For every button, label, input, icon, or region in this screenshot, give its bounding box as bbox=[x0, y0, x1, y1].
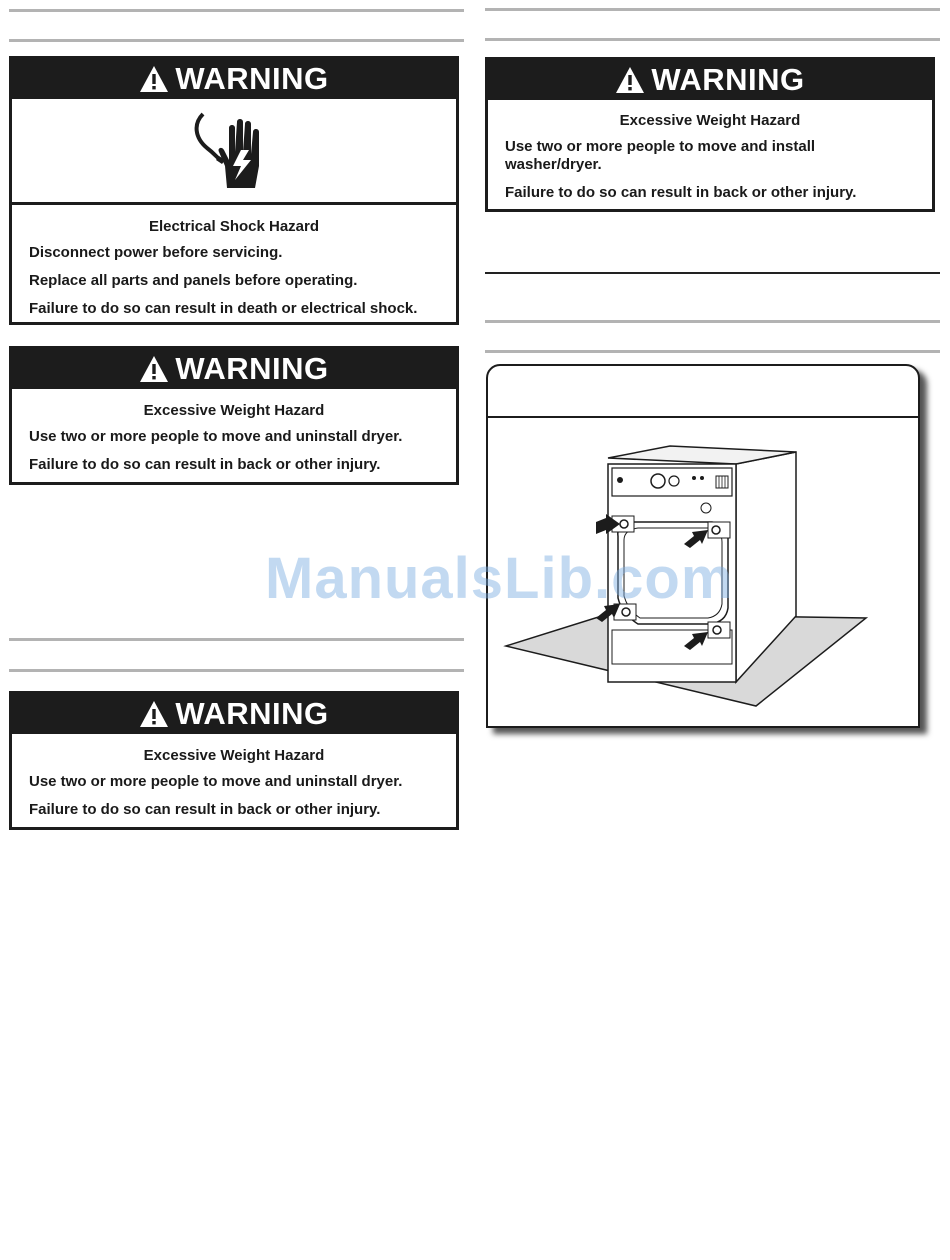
warning-box-excessive-weight bbox=[9, 346, 459, 485]
warning-line: Failure to do so can result in back or other injury. bbox=[29, 801, 381, 818]
warning-line: Failure to do so can result in back or other injury. bbox=[505, 184, 857, 201]
warning-line: Failure to do so can result in death or electrical shock. bbox=[29, 300, 418, 317]
watermark: ManualsLib.com bbox=[265, 546, 734, 611]
hazard-title: Electrical Shock Hazard bbox=[148, 218, 320, 235]
warning-heading: WARNING bbox=[175, 61, 329, 96]
warning-box-excessive-weight-install bbox=[485, 57, 935, 212]
section-rule bbox=[9, 638, 464, 641]
section-rule bbox=[9, 39, 464, 42]
warning-box-excessive-weight bbox=[9, 691, 459, 830]
warning-heading: WARNING bbox=[651, 62, 805, 97]
section-rule bbox=[485, 320, 940, 323]
hazard-title: Excessive Weight Hazard bbox=[619, 112, 801, 129]
warning-line: Disconnect power before servicing. bbox=[29, 244, 283, 261]
shock-icon-panel bbox=[12, 99, 456, 205]
warning-header bbox=[488, 60, 932, 100]
warning-box-electrical-shock bbox=[9, 56, 459, 325]
section-rule bbox=[9, 9, 464, 12]
hazard-title: Excessive Weight Hazard bbox=[143, 747, 325, 764]
warning-triangle-icon bbox=[139, 65, 169, 93]
warning-heading: WARNING bbox=[175, 351, 329, 386]
warning-triangle-icon bbox=[139, 700, 169, 728]
warning-line: Use two or more people to move and install washer/dryer. bbox=[505, 138, 816, 173]
electric-shock-hand-icon bbox=[189, 108, 279, 194]
section-rule bbox=[485, 350, 940, 353]
warning-line: Replace all parts and panels before operating. bbox=[29, 272, 358, 289]
warning-header bbox=[12, 59, 456, 99]
warning-line: Use two or more people to move and uninstall dryer. bbox=[29, 428, 403, 445]
warning-line: Failure to do so can result in back or other injury. bbox=[29, 456, 381, 473]
section-rule bbox=[485, 272, 940, 274]
warning-triangle-icon bbox=[139, 355, 169, 383]
warning-line: Use two or more people to move and uninstall dryer. bbox=[29, 773, 403, 790]
section-rule bbox=[9, 669, 464, 672]
warning-header bbox=[12, 694, 456, 734]
hazard-title: Excessive Weight Hazard bbox=[143, 402, 325, 419]
figure-header bbox=[488, 366, 918, 418]
section-rule bbox=[485, 8, 940, 11]
warning-header bbox=[12, 349, 456, 389]
warning-heading: WARNING bbox=[175, 696, 329, 731]
section-rule bbox=[485, 38, 940, 41]
warning-triangle-icon bbox=[615, 66, 645, 94]
